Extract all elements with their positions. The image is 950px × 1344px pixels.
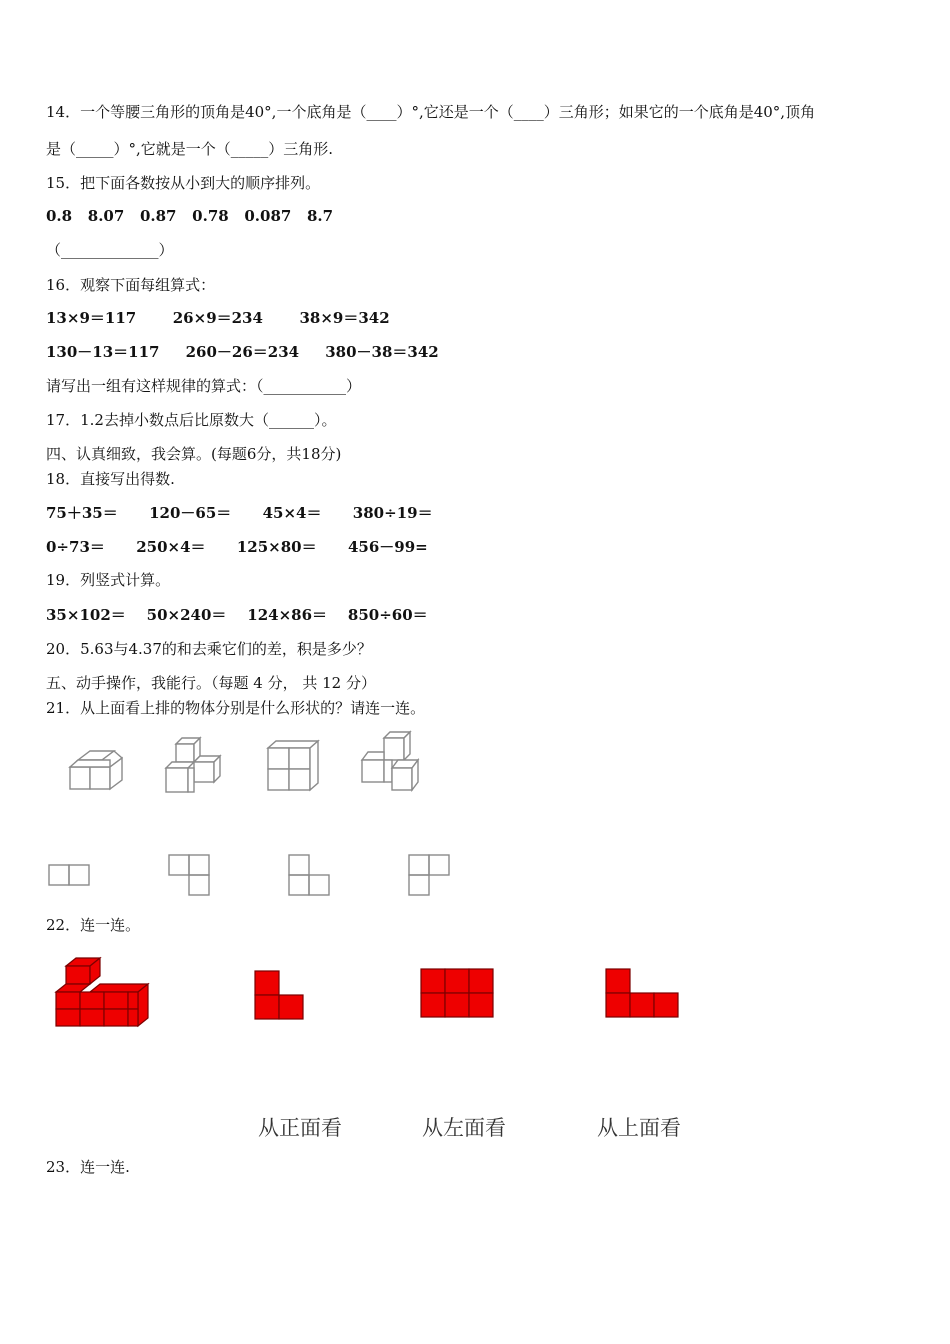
q15-numbers: 0.8 8.07 0.87 0.78 0.087 8.7 [46, 207, 334, 225]
section4-heading: 四、认真细致，我会算。(每题6分，共18分) [46, 445, 342, 463]
q21-solid-2 [160, 734, 230, 798]
q21-solid-1 [64, 748, 126, 796]
q17-question: 17．1.2去掉小数点后比原数大（______）。 [46, 411, 337, 429]
q23-question: 23．连一连. [46, 1158, 130, 1176]
q16-row1: 13×9＝117 26×9＝234 38×9＝342 [46, 309, 390, 327]
q14-line1: 14．一个等腰三角形的顶角是40°,一个底角是（____）°,它还是一个（____）三角形；如果它的一个底角是40°,顶角 [46, 103, 816, 121]
q21-solid-3 [262, 738, 324, 796]
q22-caption-front: 从正面看 [258, 1116, 342, 1140]
q15-question: 15．把下面各数按从小到大的顺序排列。 [46, 174, 321, 192]
q18-row2: 0÷73＝ 250×4＝ 125×80＝ 456－99= [46, 538, 428, 556]
q22-view-b [418, 966, 496, 1022]
section5-heading: 五、动手操作，我能行。（每题 4 分， 共 12 分） [46, 674, 376, 692]
q22-caption-top: 从上面看 [597, 1116, 681, 1140]
q16-question: 16．观察下面每组算式： [46, 276, 216, 294]
q16-row2: 130－13＝117 260－26＝234 380－38＝342 [46, 343, 439, 361]
q14-line2: 是（_____）°,它就是一个（_____）三角形. [46, 140, 334, 158]
q18-row1: 75＋35＝ 120－65＝ 45×4＝ 380÷19＝ [46, 504, 433, 522]
q20-question: 20．5.63与4.37的和去乘它们的差，积是多少？ [46, 640, 372, 658]
q21-solid-4 [356, 728, 428, 796]
q21-view-3 [286, 852, 332, 898]
q22-question: 22．连一连。 [46, 916, 141, 934]
q16-prompt: 请写出一组有这样规律的算式：（___________） [46, 377, 362, 395]
q19-question: 19．列竖式计算。 [46, 571, 171, 589]
q22-caption-left: 从左面看 [422, 1116, 506, 1140]
q22-red-solid [50, 952, 152, 1032]
q19-row: 35×102＝ 50×240＝ 124×86＝ 850÷60＝ [46, 606, 428, 624]
q18-question: 18．直接写出得数. [46, 470, 175, 488]
q22-view-a [252, 968, 308, 1024]
q21-view-2 [166, 852, 212, 898]
q21-view-4 [406, 852, 452, 898]
q21-question: 21．从上面看上排的物体分别是什么形状的？请连一连。 [46, 699, 426, 717]
q21-view-1 [46, 862, 92, 888]
q22-view-c [603, 966, 683, 1022]
q15-answer-blank: （_____________） [46, 241, 174, 259]
